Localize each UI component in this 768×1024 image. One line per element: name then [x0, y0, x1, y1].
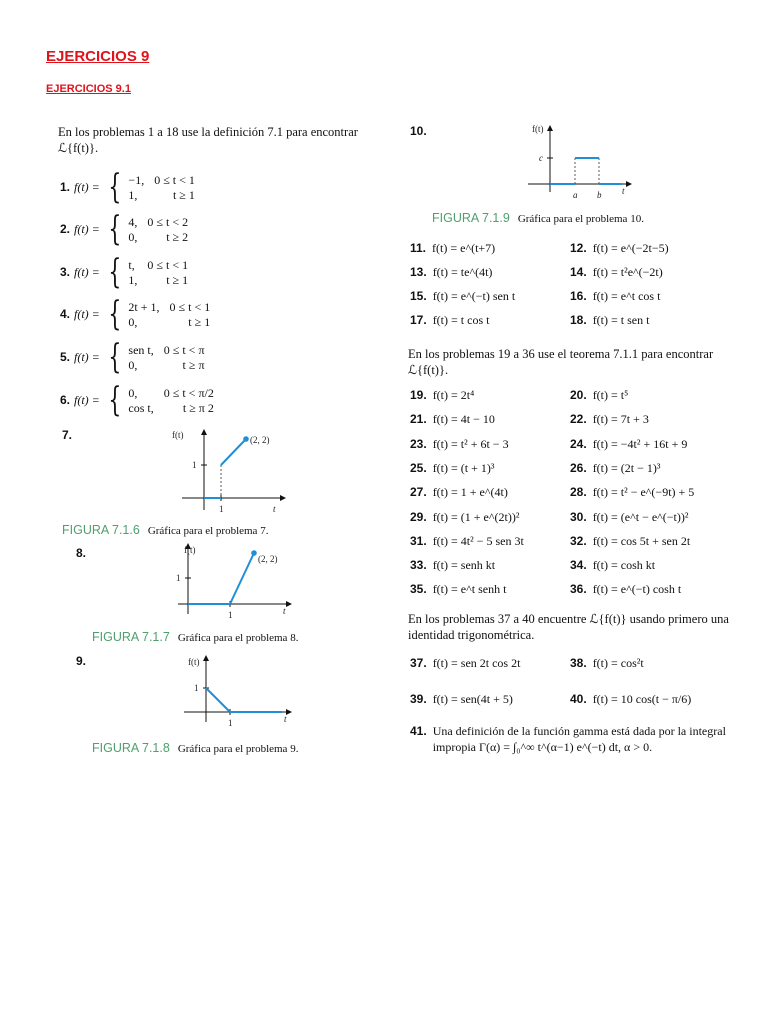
problem-8-number: 8. [76, 546, 87, 560]
problem-item [410, 510, 519, 525]
problem-number: 31. [410, 533, 427, 548]
problem-expression: f(t) = sen(4t + 5) [432, 692, 513, 706]
problem-number: 12. [570, 241, 587, 255]
problem-item [410, 388, 474, 403]
case-condition: 0 ≤ t < π [163, 342, 205, 357]
case-value: 0, [128, 385, 138, 400]
problem-item [570, 558, 655, 573]
case-condition: t ≥ 1 [188, 314, 211, 329]
problem-expression: f(t) = (2t − 1)³ [592, 460, 661, 475]
graph-point [243, 436, 249, 442]
problem-3 [60, 252, 189, 292]
figure-7-1-9-graph [522, 118, 642, 202]
problem-item [570, 692, 691, 707]
case-value: −1, [128, 172, 145, 187]
function-lhs: f(t) = [74, 221, 100, 236]
problem-number: 22. [570, 412, 587, 427]
problem-item [570, 265, 663, 280]
problem-item [570, 510, 688, 525]
point-label: (2, 2) [258, 554, 278, 564]
problem-number: 39. [410, 692, 427, 706]
problem-expression: f(t) = t⁵ [592, 388, 629, 402]
problem-expression: f(t) = t²e^(−2t) [592, 265, 663, 279]
problem-7-number: 7. [62, 428, 73, 442]
problem-number: 30. [570, 509, 587, 524]
problem-item [570, 313, 649, 328]
function-lhs: f(t) = [74, 306, 100, 321]
problem-41-number: 41. [410, 724, 427, 738]
problem-item [410, 437, 509, 452]
problem-expression: f(t) = t² − e^(−9t) + 5 [592, 485, 695, 500]
problem-number: 25. [410, 460, 427, 475]
problem-expression: f(t) = e^t cos t [592, 289, 661, 303]
problem-item [570, 289, 660, 304]
problem-number: 33. [410, 558, 427, 573]
brace-icon: { [108, 294, 122, 334]
tick-label-x: 1 [219, 504, 224, 514]
case-value: cos t, [128, 400, 154, 415]
figure-7-1-6-graph [168, 428, 288, 520]
problem-item [570, 485, 694, 500]
problem-item [410, 412, 495, 427]
right-intro-19-36: En los problemas 19 a 36 use el teorema 7.1.1 para encontrar ℒ{f(t)}. [408, 347, 714, 377]
case-condition: 0 ≤ t < 1 [154, 172, 195, 187]
problem-item [570, 582, 681, 597]
tick-label-c: c [539, 153, 543, 163]
problem-expression: f(t) = 1 + e^(4t) [432, 485, 508, 500]
problem-number: 37. [410, 656, 427, 670]
x-axis-arrow-icon [626, 181, 632, 187]
problem-item [570, 412, 649, 427]
case-condition: 0 ≤ t < 2 [147, 214, 189, 229]
function-lhs: f(t) = [74, 349, 100, 364]
graph-segment-linear [221, 439, 246, 465]
problem-expression: f(t) = (t + 1)³ [432, 460, 495, 475]
problem-expression: f(t) = e^t senh t [432, 582, 507, 597]
axis-label-y: f(t) [188, 657, 200, 667]
problem-expression: f(t) = 4t − 10 [432, 412, 495, 427]
point-label: (2, 2) [250, 435, 270, 445]
problem-number: 32. [570, 533, 587, 548]
problem-number: 23. [410, 436, 427, 451]
x-axis-arrow-icon [286, 709, 292, 715]
problem-number: 27. [410, 485, 427, 500]
figure-text: Gráfica para el problema 7. [147, 525, 269, 537]
problem-10-number: 10. [410, 124, 427, 138]
problem-expression: f(t) = cos 5t + sen 2t [592, 533, 691, 548]
case-value: sen t, [128, 342, 154, 357]
problem-expression: f(t) = 2t⁴ [432, 388, 475, 402]
problem-number: 14. [570, 265, 587, 279]
problem-item [410, 461, 494, 476]
tick-label-x: 1 [228, 610, 233, 620]
y-axis-arrow-icon [201, 429, 207, 435]
problem-number: 36. [570, 582, 587, 597]
problem-number: 18. [570, 313, 587, 327]
axis-label-x: t [283, 606, 286, 616]
problem-expression: f(t) = e^(−t) cosh t [592, 582, 682, 597]
problem-item [570, 241, 669, 256]
case-value: 0, [128, 357, 138, 372]
problem-9-number: 9. [76, 654, 87, 668]
case-condition: t ≥ 1 [172, 187, 195, 202]
problem-2 [60, 209, 189, 249]
problem-expression: f(t) = −4t² + 16t + 9 [592, 436, 688, 451]
cases [128, 386, 213, 415]
problem-item [570, 388, 628, 403]
case-condition: t ≥ π 2 [182, 400, 214, 415]
axis-label-y: f(t) [172, 430, 184, 440]
problem-1 [60, 167, 195, 207]
problem-number: 21. [410, 412, 427, 427]
problem-expression: f(t) = cos²t [592, 656, 644, 670]
function-lhs: f(t) = [74, 179, 100, 194]
left-intro: En los problemas 1 a 18 use la definición 7.1 para encontrar ℒ{f(t)}. [58, 125, 358, 155]
problem-expression: f(t) = (1 + e^(2t))² [432, 509, 520, 524]
figure-7-1-8-caption [92, 741, 298, 755]
cases [128, 173, 194, 202]
case-value: t, [128, 257, 135, 272]
problem-item [410, 692, 513, 707]
y-axis-arrow-icon [203, 655, 209, 661]
problem-number: 3. [60, 265, 71, 279]
problem-number: 13. [410, 265, 427, 279]
problem-item [410, 582, 506, 597]
x-axis-arrow-icon [286, 601, 292, 607]
cases [128, 215, 188, 244]
problem-item [410, 534, 524, 549]
problem-item [410, 485, 508, 500]
problem-number: 26. [570, 460, 587, 475]
problem-expression: f(t) = 7t + 3 [592, 412, 649, 427]
problem-number: 40. [570, 692, 587, 706]
problem-item [570, 534, 690, 549]
problem-number: 34. [570, 558, 587, 573]
figure-label: FIGURA 7.1.6 [62, 523, 140, 537]
brace-icon: { [108, 252, 122, 292]
tick-label-b: b [597, 190, 602, 200]
problem-number: 2. [60, 222, 71, 236]
cases [128, 343, 204, 372]
cases [128, 300, 210, 329]
tick-label-y: 1 [192, 460, 197, 470]
case-value: 2t + 1, [128, 299, 160, 314]
problem-number: 24. [570, 436, 587, 451]
problem-number: 20. [570, 388, 587, 402]
problem-number: 28. [570, 485, 587, 500]
case-value: 0, [128, 314, 138, 329]
problem-41-text: Una definición de la función gamma está dada por la integral impropia Γ(α) = ∫₀^∞ t^(α−1) e^(−t) dt, α > 0. [432, 724, 726, 754]
problem-4 [60, 294, 211, 334]
brace-icon: { [108, 167, 122, 207]
brace-icon: { [108, 209, 122, 249]
problem-number: 15. [410, 289, 427, 303]
page-title: EJERCICIOS 9 [46, 48, 150, 65]
case-value: 1, [128, 272, 138, 287]
axis-label-y: f(t) [184, 545, 196, 555]
axis-label-x: t [622, 186, 625, 196]
problem-expression: f(t) = te^(4t) [432, 265, 493, 279]
graph-point [251, 550, 257, 556]
tick-label-a: a [573, 190, 578, 200]
tick-label-y: 1 [176, 573, 181, 583]
problem-expression: f(t) = e^(t+7) [432, 241, 496, 255]
figure-7-1-9-caption [432, 211, 644, 225]
problem-number: 6. [60, 393, 71, 407]
brace-icon: { [108, 337, 122, 377]
problem-item [410, 656, 520, 671]
problem-number: 16. [570, 289, 587, 303]
figure-7-1-7-graph [168, 542, 298, 626]
problem-expression: f(t) = 10 cos(t − π/6) [592, 692, 692, 706]
case-value: 0, [128, 229, 138, 244]
problem-number: 35. [410, 582, 427, 597]
problem-expression: f(t) = 4t² − 5 sen 3t [432, 533, 524, 548]
problem-expression: f(t) = t² + 6t − 3 [432, 436, 509, 451]
problem-expression: f(t) = (e^t − e^(−t))² [592, 509, 689, 524]
problem-number: 1. [60, 180, 71, 194]
tick-label-y: 1 [194, 683, 199, 693]
problem-item [410, 558, 495, 573]
problem-5 [60, 337, 205, 377]
figure-7-1-7-caption [92, 630, 298, 644]
problem-item [410, 265, 492, 280]
figure-text: Gráfica para el problema 8. [177, 632, 299, 644]
section-subtitle: EJERCICIOS 9.1 [46, 83, 131, 95]
problem-41 [410, 723, 740, 755]
case-condition: 0 ≤ t < 1 [169, 299, 211, 314]
figure-label: FIGURA 7.1.8 [92, 741, 170, 755]
problem-number: 38. [570, 656, 587, 670]
problem-expression: f(t) = t sen t [592, 313, 650, 327]
cases [128, 258, 188, 287]
tick-label-x: 1 [228, 718, 233, 728]
problem-expression: f(t) = senh kt [432, 558, 496, 573]
problem-expression: f(t) = e^(−2t−5) [592, 241, 669, 255]
problem-item [570, 656, 644, 671]
figure-text: Gráfica para el problema 10. [517, 213, 644, 225]
case-value: 4, [128, 214, 138, 229]
problem-number: 29. [410, 509, 427, 524]
problem-number: 19. [410, 388, 427, 402]
case-condition: t ≥ 2 [166, 229, 189, 244]
problem-item [570, 437, 687, 452]
figure-text: Gráfica para el problema 9. [177, 743, 299, 755]
problem-number: 4. [60, 307, 71, 321]
case-condition: 0 ≤ t < π/2 [163, 385, 214, 400]
problem-expression: f(t) = e^(−t) sen t [432, 289, 516, 303]
figure-label: FIGURA 7.1.7 [92, 630, 170, 644]
axis-label-y: f(t) [532, 124, 544, 134]
case-condition: 0 ≤ t < 1 [147, 257, 189, 272]
problem-item [570, 461, 660, 476]
problem-item [410, 289, 515, 304]
graph-segment-linear [206, 688, 230, 712]
y-axis-arrow-icon [547, 125, 553, 131]
problem-expression: f(t) = t cos t [432, 313, 490, 327]
function-lhs: f(t) = [74, 264, 100, 279]
brace-icon: { [108, 380, 122, 420]
problem-6 [60, 380, 214, 420]
axis-label-x: t [273, 504, 276, 514]
case-condition: t ≥ π [182, 357, 205, 372]
problem-expression: f(t) = sen 2t cos 2t [432, 656, 521, 670]
function-lhs: f(t) = [74, 392, 100, 407]
problem-number: 5. [60, 350, 71, 364]
problem-number: 17. [410, 313, 427, 327]
graph-segment-linear [230, 553, 254, 604]
problem-expression: f(t) = cosh kt [592, 558, 656, 573]
axis-label-x: t [284, 714, 287, 724]
problem-item [410, 241, 495, 256]
figure-7-1-6-caption [62, 523, 268, 537]
case-value: 1, [128, 187, 138, 202]
case-condition: t ≥ 1 [166, 272, 189, 287]
x-axis-arrow-icon [280, 495, 286, 501]
right-intro-37-40: En los problemas 37 a 40 encuentre ℒ{f(t)} usando primero una identidad trigonométrica. [408, 612, 729, 642]
problem-number: 11. [410, 241, 427, 255]
problem-item [410, 313, 489, 328]
figure-7-1-8-graph [168, 654, 298, 732]
figure-label: FIGURA 7.1.9 [432, 211, 510, 225]
